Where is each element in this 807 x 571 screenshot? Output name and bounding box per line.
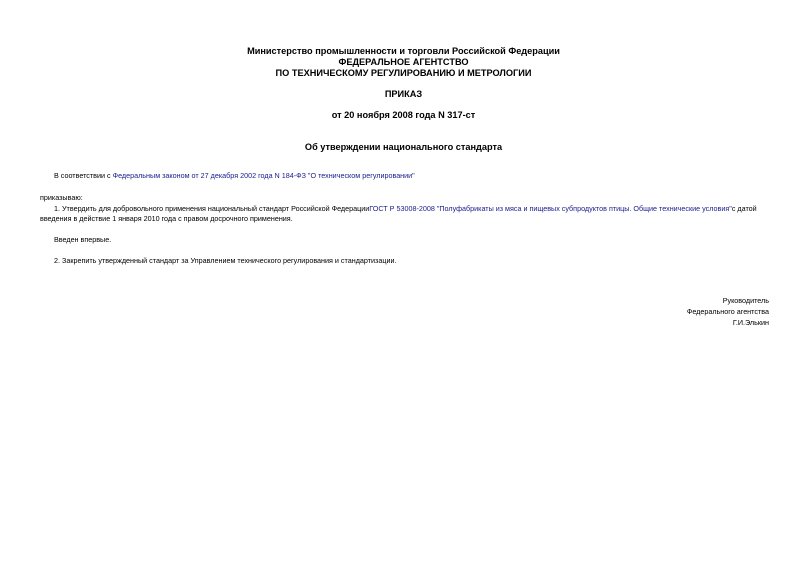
basis-prefix: В соответствии с — [54, 171, 113, 180]
item-2-paragraph: 2. Закрепить утвержденный стандарт за Управлением технического регулирования и стандартизации. — [54, 256, 397, 265]
ministry-name: Министерство промышленности и торговли Российской Федерации — [247, 46, 560, 56]
signature-block — [687, 295, 769, 328]
order-word: приказываю: — [40, 193, 83, 202]
item-1-suffix: с датой — [731, 204, 757, 213]
signature-position: Руководитель — [722, 296, 769, 305]
item-1-prefix: 1. Утвердить для добровольного применения национальный стандарт Российской Федерации — [54, 204, 370, 213]
order-date: от 20 ноября 2008 года N 317-ст — [331, 110, 476, 120]
order-subject: Об утверждении национального стандарта — [304, 142, 503, 152]
agency-name-line2: ПО ТЕХНИЧЕСКОМУ РЕГУЛИРОВАНИЮ И МЕТРОЛОГИИ — [275, 68, 532, 78]
agency-name-line1: ФЕДЕРАЛЬНОЕ АГЕНТСТВО — [338, 57, 469, 67]
item-1-paragraph — [54, 204, 770, 214]
order-title: ПРИКАЗ — [384, 89, 423, 99]
item-1-continuation: введения в действие 1 января 2010 года с правом досрочного применения. — [40, 214, 293, 223]
basis-paragraph — [54, 171, 415, 181]
introduced-note: Введен впервые. — [54, 235, 112, 244]
signature-name: Г.И.Элькин — [732, 318, 769, 327]
signature-org: Федерального агентства — [686, 307, 769, 316]
ministry-header — [0, 46, 807, 79]
gost-standard-link[interactable]: ГОСТ Р 53008-2008 "Полуфабрикаты из мяса и пищевых субпродуктов птицы. Общие технические условия" — [369, 204, 732, 213]
federal-law-link[interactable]: Федеральным законом от 27 декабря 2002 года N 184-ФЗ "О техническом регулировании" — [112, 171, 415, 180]
